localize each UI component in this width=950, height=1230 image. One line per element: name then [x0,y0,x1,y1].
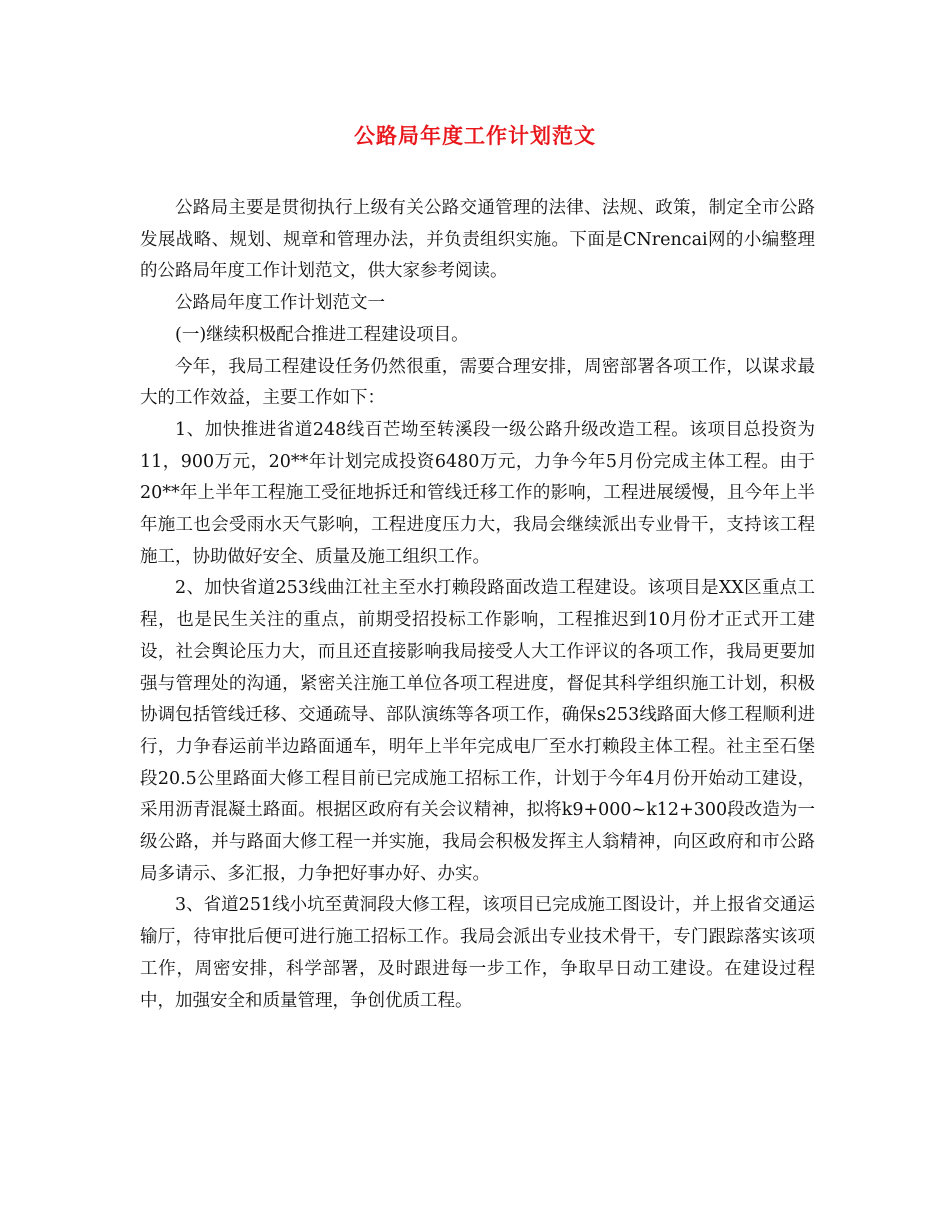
subsection-heading: (一)继续积极配合推进工程建设项目。 [175,324,469,345]
document-title: 公路局年度工作计划范文 [354,123,596,148]
item-paragraph-2: 2、加快省道253线曲江社主至水打赖段路面改造工程建设。该项目是XX区重点工程，也是民生关注的重点，前期受招投标工作影响，工程推迟到10月份才正式开工建设，社会舆论压力大，而且还直接影响我局接受人大工作评议的各项工作，我局更要加强与管理处的沟通，紧密关注施工单位各项工程进度，督促其科学组织施工计划，积极协调包括管线迁移、交通疏导、部队演练等各项工作，确保s253线路面大修工程顺利进行，力争春运前半边路面通车，明年上半年完成电厂至水打赖段主体工程。社主至石堡段20.5公里路面大修工程目前已完成施工招标工作，计划于今年4月份开始动工建设，采用沥青混凝土路面。根据区政府有关会议精神，拟将k9+000~k12+300段改造为一级公路，并与路面大修工程一并实施，我局会积极发挥主人翁精神，向区政府和市公路局多请示、多汇报，力争把好事办好、办实。 [140,578,815,884]
item-paragraph-3: 3、省道251线小坑至黄洞段大修工程，该项目已完成施工图设计，并上报省交通运输厅，待审批后便可进行施工招标工作。我局会派出专业技术骨干，专门跟踪落实该项工作，周密安排，科学部署，及时跟进每一步工作，争取早日动工建设。在建设过程中，加强安全和质量管理，争创优质工程。 [140,895,815,1011]
document-body [140,193,815,1017]
intro-paragraph: 公路局主要是贯彻执行上级有关公路交通管理的法律、法规、政策，制定全市公路发展战略、规划、规章和管理办法，并负责组织实施。下面是CNrencai网的小编整理的公路局年度工作计划范文，供大家参考阅读。 [140,198,815,282]
section-heading: 公路局年度工作计划范文一 [175,293,385,314]
body-paragraph: 今年，我局工程建设任务仍然很重，需要合理安排，周密部署各项工作，以谋求最大的工作效益，主要工作如下： [140,356,815,409]
item-paragraph-1: 1、加快推进省道248线百芒坳至转溪段一级公路升级改造工程。该项目总投资为11，900万元，20**年计划完成投资6480万元，力争今年5月份完成主体工程。由于20**年上半年工程施工受征地拆迁和管线迁移工作的影响，工程进展缓慢，且今年上半年施工也会受雨水天气影响，工程进度压力大，我局会继续派出专业骨干，支持该工程施工，协助做好安全、质量及施工组织工作。 [140,419,815,567]
